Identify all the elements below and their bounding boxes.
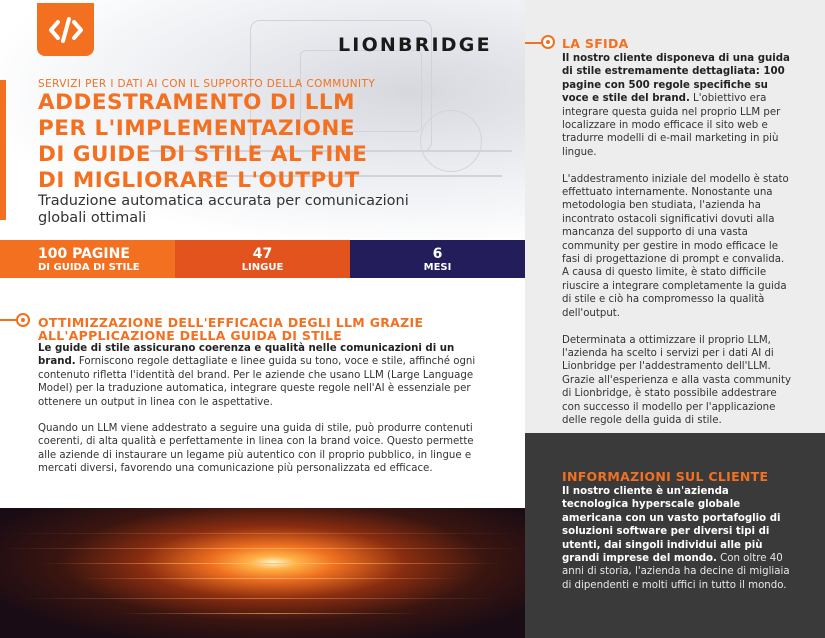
section-body	[38, 342, 483, 489]
stat-months	[350, 240, 525, 278]
section-heading: OTTIMIZZAZIONE DELL'EFFICACIA DEGLI LLM GRAZIE ALL'APPLICAZIONE DELLA GUIDA DI STILE	[38, 315, 424, 343]
title-line: PER L'IMPLEMENTAZIONE	[38, 116, 356, 141]
stat-label: MESI	[423, 262, 452, 273]
page-title	[38, 90, 458, 194]
stat-value: 47	[252, 246, 273, 262]
paragraph-text: Con oltre 40 anni di storia, l'azienda ha decine di migliaia di dipendenti e molti uffici in tutto il mondo.	[562, 553, 790, 591]
stat-value: 100 PAGINE	[38, 246, 130, 262]
stat-pages	[0, 240, 175, 278]
bold-lead: Le guide di stile assicurano coerenza e qualità nelle comunicazioni di un brand.	[38, 343, 455, 368]
bullet-target-icon	[541, 35, 555, 49]
challenge-heading: LA SFIDA	[562, 36, 629, 51]
stat-label: LINGUE	[241, 262, 284, 273]
client-heading: INFORMAZIONI SUL CLIENTE	[562, 469, 769, 484]
bullet-target-icon	[16, 313, 30, 327]
paragraph-text: L'obiettivo era integrare questa guida nel proprio LLM per localizzare in modo efficace il sito web e tradurre modelli di e-mail marketing in più lingue.	[562, 93, 781, 158]
subtitle: Traduzione automatica accurata per comunicazioni globali ottimali	[38, 193, 409, 226]
stat-languages	[175, 240, 350, 278]
bold-lead: Il nostro cliente disponeva di una guida di stile estremamente dettagliata: 100 pagine con 500 regole specifiche su voce e stile del brand.	[562, 53, 790, 105]
code-brackets-icon	[49, 17, 83, 43]
paragraph: L'addestramento iniziale del modello è stato effettuato internamente. Nonostante una metodologia ben studiata, l'azienda ha incontrato ostacoli significativi dovuti alla mancanza del supporto di una vasta community per gestire in modo efficace le fasi di progettazione di prompt e convalida. A causa di questo limite, è stato difficile riuscire a integrare completamente la guida di stile e ciò ha compromesso la qualità dell'output.	[562, 173, 789, 319]
paragraph	[38, 342, 483, 409]
title-line: ADDESTRAMENTO DI LLM	[38, 90, 355, 115]
stat-label: DI GUIDA DI STILE	[38, 262, 140, 273]
paragraph: Quando un LLM viene addestrato a seguire una guida di stile, può produrre contenuti coerenti, di alta qualità e perfettamente in linea con la brand voice. Questo permette alle aziende di instaurare un legame più autentico con il proprio pubblico, in lingue e mercati diversi, favorendo una comunicazione più personalizzata ed efficace.	[38, 423, 474, 475]
accent-bar	[0, 80, 6, 220]
lionbridge-logo	[37, 3, 94, 56]
title-line: DI MIGLIORARE L'OUTPUT	[38, 168, 360, 193]
challenge-body	[562, 52, 792, 441]
decorative-image	[0, 508, 525, 638]
title-line: DI GUIDE DI STILE AL FINE	[38, 142, 368, 167]
kicker-text: SERVIZI PER I DATI AI CON IL SUPPORTO DELLA COMMUNITY	[38, 78, 376, 90]
paragraph: Determinata a ottimizzare il proprio LLM, l'azienda ha scelto i servizi per i dati AI di Lionbridge per l'addestramento dell'LLM. Grazie all'esperienza e alla vasta community di Lionbridge, è stato possibile addestrare con successo il modello per l'applicazione delle regole della guida di stile.	[562, 334, 791, 426]
paragraph-text: Forniscono regole dettagliate e linee guida su tono, voce e stile, affinché ogni contenuto rifletta l'identità del brand. Per le aziende che usano LLM (Large Language Model) per la traduzione automatica, integrare queste regole nell'AI è essenziale per ottenere un output in linea con le aspettative.	[38, 356, 476, 408]
client-body	[562, 485, 790, 592]
stat-value: 6	[432, 246, 443, 262]
brand-wordmark: LIONBRIDGE	[338, 34, 492, 56]
paragraph	[562, 52, 792, 159]
bold-lead: Il nostro cliente è un'azienda tecnologica hyperscale globale americana con un vasto portafoglio di soluzioni software per diversi tipi di utenti, dai singoli individui alle più grandi imprese del mondo.	[562, 486, 781, 565]
